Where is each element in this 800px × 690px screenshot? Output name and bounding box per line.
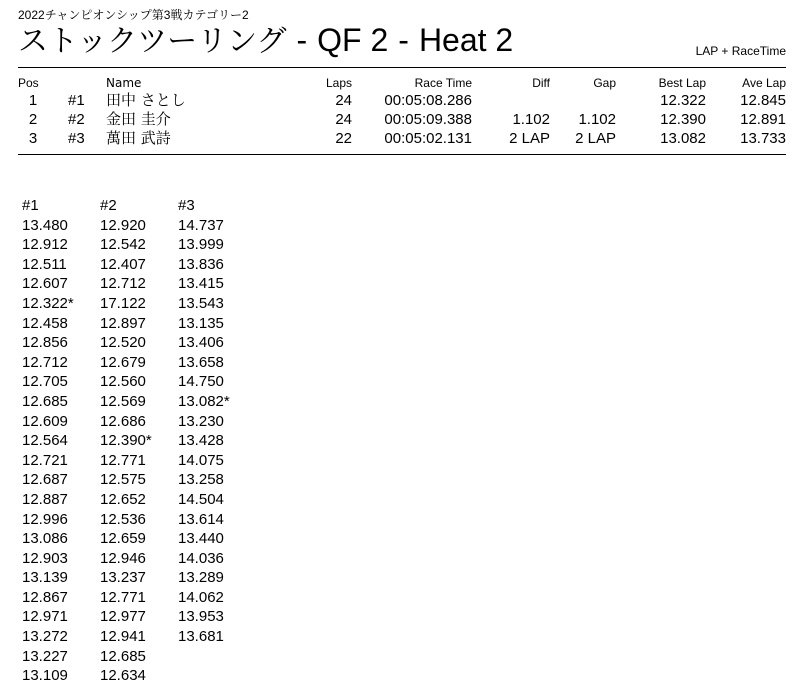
- lap-time: 12.920: [100, 216, 146, 234]
- lap-time: 12.322*: [22, 294, 74, 312]
- lap-time: 13.953: [178, 608, 224, 626]
- result-row: [18, 129, 786, 148]
- result-row: [18, 110, 786, 129]
- lap-time: 13.086: [22, 530, 68, 548]
- lap-time: 12.971: [22, 608, 68, 626]
- lap-column: [178, 196, 256, 686]
- lap-time: 12.897: [100, 314, 146, 332]
- lap-time: 13.406: [178, 334, 224, 352]
- lap-time: 14.062: [178, 588, 224, 606]
- driver-name: 萬田 武詩: [106, 129, 171, 147]
- lap-time: 13.272: [22, 628, 68, 646]
- lap-time: 12.687: [22, 471, 68, 489]
- lap-time: 12.771: [100, 588, 146, 606]
- lap-time: 12.560: [100, 373, 146, 391]
- lap-time: 12.390*: [100, 432, 152, 450]
- lap-time: 12.721: [22, 451, 68, 469]
- race-time: 00:05:02.131: [384, 130, 472, 147]
- lap-time: 12.542: [100, 236, 146, 254]
- lap-time: 12.634: [100, 667, 146, 685]
- class-name: ストックツーリング: [18, 24, 287, 59]
- lap-time: 12.609: [22, 412, 68, 430]
- col-name: Name: [106, 76, 142, 90]
- lap-time: 12.520: [100, 334, 146, 352]
- lap-time: 12.712: [22, 353, 68, 371]
- gap: 2 LAP: [575, 130, 616, 147]
- lap-time: 12.536: [100, 510, 146, 528]
- laps: 22: [335, 130, 352, 147]
- lap-time: 12.912: [22, 236, 68, 254]
- lap-time: 13.139: [22, 569, 68, 587]
- lap-time: 12.977: [100, 608, 146, 626]
- col-best-lap: Best Lap: [658, 76, 706, 90]
- lap-time: 12.887: [22, 490, 68, 508]
- heat-title: ストックツーリング - QF 2 - Heat 2: [18, 22, 514, 59]
- lap-column-header: #2: [100, 197, 117, 214]
- results-table: [18, 76, 786, 148]
- lap-time: 13.480: [22, 216, 68, 234]
- results-divider: [18, 154, 786, 155]
- lap-time: 12.659: [100, 530, 146, 548]
- driver-name: 金田 圭介: [106, 110, 171, 128]
- lap-time: 12.771: [100, 451, 146, 469]
- round-label: QF 2: [317, 22, 389, 58]
- lap-time: 12.712: [100, 275, 146, 293]
- col-diff: Diff: [532, 76, 550, 90]
- lap-time: 13.543: [178, 294, 224, 312]
- lap-time: 12.903: [22, 549, 68, 567]
- gap: 1.102: [578, 111, 616, 128]
- lap-time: 14.750: [178, 373, 224, 391]
- car-number: #3: [68, 130, 85, 147]
- col-laps: Laps: [325, 76, 352, 90]
- lap-column: [100, 196, 178, 686]
- best-lap: 12.390: [660, 111, 706, 128]
- lap-time: 13.415: [178, 275, 224, 293]
- diff: 1.102: [512, 111, 550, 128]
- lap-time: 12.685: [100, 647, 146, 665]
- lap-time: 13.658: [178, 353, 224, 371]
- lap-time: 14.504: [178, 490, 224, 508]
- lap-time: 13.227: [22, 647, 68, 665]
- lap-time: 13.836: [178, 255, 224, 273]
- lap-time: 12.685: [22, 392, 68, 410]
- lap-time: 12.705: [22, 373, 68, 391]
- lap-time: 12.607: [22, 275, 68, 293]
- car-number: #1: [68, 92, 85, 109]
- lap-time: 13.109: [22, 667, 68, 685]
- lap-time: 13.428: [178, 432, 224, 450]
- lap-column-header: #1: [22, 197, 39, 214]
- best-lap: 13.082: [660, 130, 706, 147]
- result-row: [18, 91, 786, 110]
- lap-time: 13.237: [100, 569, 146, 587]
- heat-label: Heat 2: [418, 22, 514, 58]
- col-pos: Pos: [18, 76, 39, 90]
- lap-time: 13.230: [178, 412, 224, 430]
- car-number: #2: [68, 111, 85, 128]
- lap-time: 12.941: [100, 628, 146, 646]
- lap-time: 14.036: [178, 549, 224, 567]
- header-divider: [18, 67, 786, 68]
- lap-time: 12.458: [22, 314, 68, 332]
- lap-time: 12.652: [100, 490, 146, 508]
- lap-time: 13.258: [178, 471, 224, 489]
- position: 2: [28, 111, 38, 128]
- diff: 2 LAP: [509, 130, 550, 147]
- lap-time: 13.289: [178, 569, 224, 587]
- laps: 24: [335, 92, 352, 109]
- col-race-time: Race Time: [414, 76, 472, 90]
- lap-time: 12.564: [22, 432, 68, 450]
- lap-time: 12.407: [100, 255, 146, 273]
- lap-time: 13.999: [178, 236, 224, 254]
- lap-time: 12.996: [22, 510, 68, 528]
- best-lap: 12.322: [660, 92, 706, 109]
- lap-column: [22, 196, 100, 686]
- scoring-mode: LAP + RaceTime: [695, 44, 786, 58]
- lap-time: 12.686: [100, 412, 146, 430]
- lap-time: 14.075: [178, 451, 224, 469]
- position: 1: [28, 92, 38, 109]
- lap-times-table: [22, 196, 256, 686]
- lap-column-header: #3: [178, 197, 195, 214]
- lap-time: 14.737: [178, 216, 224, 234]
- lap-time: 17.122: [100, 294, 146, 312]
- ave-lap: 12.845: [740, 92, 786, 109]
- col-gap: Gap: [593, 76, 616, 90]
- lap-time: 12.575: [100, 471, 146, 489]
- lap-time: 13.614: [178, 510, 224, 528]
- race-time: 00:05:08.286: [384, 92, 472, 109]
- position: 3: [28, 130, 38, 147]
- lap-time: 12.569: [100, 392, 146, 410]
- lap-time: 12.856: [22, 334, 68, 352]
- lap-time: 13.681: [178, 628, 224, 646]
- lap-time: 12.867: [22, 588, 68, 606]
- ave-lap: 13.733: [740, 130, 786, 147]
- lap-time: 13.135: [178, 314, 224, 332]
- lap-time: 12.679: [100, 353, 146, 371]
- driver-name: 田中 さとし: [106, 91, 186, 109]
- race-time: 00:05:09.388: [384, 111, 472, 128]
- results-header-row: [18, 76, 786, 91]
- ave-lap: 12.891: [740, 111, 786, 128]
- col-ave-lap: Ave Lap: [742, 76, 786, 90]
- lap-time: 13.440: [178, 530, 224, 548]
- event-name: 2022チャンピオンシップ第3戦カテゴリー2: [18, 8, 249, 22]
- lap-time: 12.511: [22, 255, 67, 273]
- laps: 24: [335, 111, 352, 128]
- lap-time: 13.082*: [178, 392, 230, 410]
- lap-time: 12.946: [100, 549, 146, 567]
